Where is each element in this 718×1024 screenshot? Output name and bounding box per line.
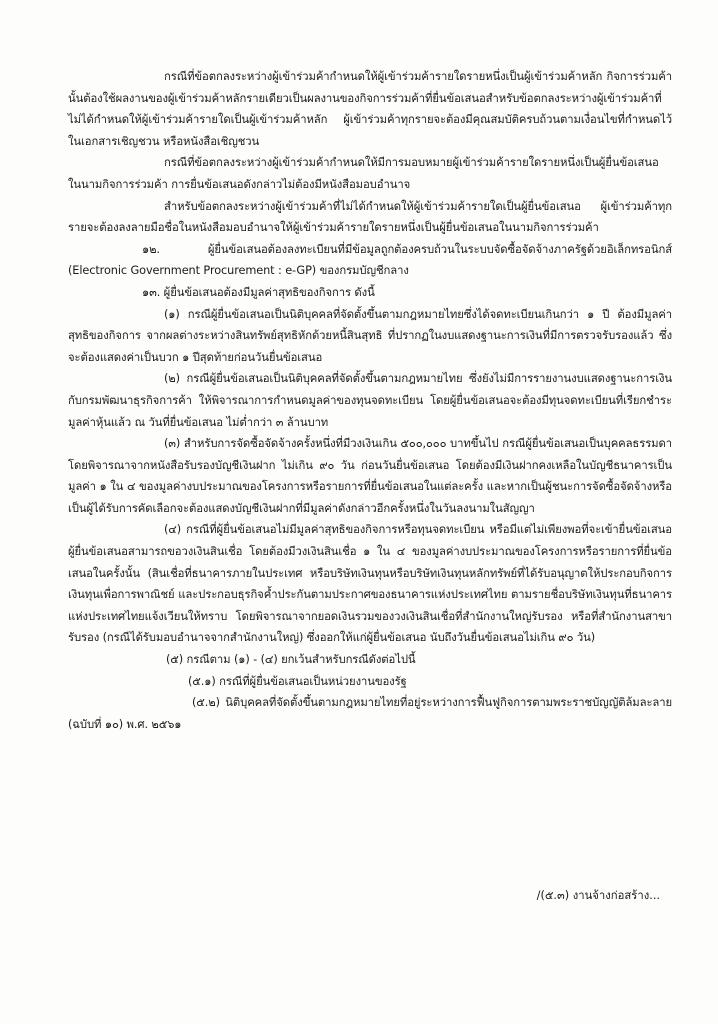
clause-13-net-worth: ๑๓. ผู้ยื่นข้อเสนอต้องมีมูลค่าสุทธิของกิจการ ดังนี้ (142, 285, 375, 299)
paragraph-designated-bidder: กรณีที่ข้อตกลงระหว่างผู้เข้าร่วมค้ากำหนดให้มีการมอบหมายผู้เข้าร่วมค้ารายใดรายหนึ่งเป็นผู้ยื่นข้อเสนอ ในนามกิจการร่วมค้า การยื่นข้อเสนอดังกล่าวไม่ต้องมีหนังสือมอบอำนาจ (68, 156, 659, 191)
item-5-exceptions: (๕) กรณีตาม (๑) - (๔) ยกเว้นสำหรับกรณีดังต่อไปนี้ (166, 653, 416, 667)
paragraph-power-of-attorney: สำหรับข้อตกลงระหว่างผู้เข้าร่วมค้าที่ไม่ได้กำหนดให้ผู้เข้าร่วมค้ารายใดเป็นผู้ยื่นข้อเสนอ ผู้เข้าร่วมค้าทุกรายจะต้องลงลายมือชื่อในหนังสือมอบอำนาจให้ผู้เข้าร่วมค้ารายใดรายหนึ่งเป็นผู้ยื่นข้อเสนอในนามกิจการร่วมค้า (68, 199, 672, 235)
item-5-2-rehabilitation: (๕.๒) นิติบุคคลที่จัดตั้งขึ้นตามกฎหมายไทยที่อยู่ระหว่างการฟื้นฟูกิจการตามพระราชบัญญัติล้มละลาย (ฉบับที่ ๑๐) พ.ศ. ๒๕๖๑ (68, 696, 672, 731)
item-5-1-government-agency: (๕.๑) กรณีที่ผู้ยื่นข้อเสนอเป็นหน่วยงานของรัฐ (188, 674, 407, 688)
item-4-credit-line: (๔) กรณีที่ผู้ยื่นข้อเสนอไม่มีมูลค่าสุทธิของกิจการหรือทุนจดทะเบียน หรือมีแต่ไม่เพียงพอที่จะเข้ายื่นข้อเสนอ ผู้ยื่นข้อเสนอสามารถขอวงเงินสินเชื่อ โดยต้องมีวงเงินสินเชื่อ ๑ ใน ๔ ของมูลค่างบประมาณของโครงการหรือรายการที่ยื่นข้อเสนอในครั้งนั้น (สินเชื่อที่ธนาคารภายในประเทศ หรือบริษัทเงินทุนหรือบริษัทเงินทุนหลักทรัพย์ที่ได้รับอนุญาตให้ประกอบกิจการเงินทุนเพื่อการพาณิชย์ และประกอบธุรกิจค้ำประกันตามประกาศของธนาคารแห่งประเทศไทย ตามรายชื่อบริษัทเงินทุนที่ธนาคารแห่งประเทศไทยแจ้งเวียนให้ทราบ โดยพิจารณาจากยอดเงินรวมของวงเงินสินเชื่อที่สำนักงานใหญ่รับรอง หรือที่สำนักงานสาขารับรอง (กรณีได้รับมอบอำนาจจากสำนักงานใหญ่) ซึ่งออกให้แก่ผู้ยื่นข้อเสนอ นับถึงวันยื่นข้อเสนอไม่เกิน ๙๐ วัน) (68, 523, 672, 645)
item-3-individual-deposit: (๓) สำหรับการจัดซื้อจัดจ้างครั้งหนึ่งที่มีวงเงินเกิน ๕๐๐,๐๐๐ บาทขึ้นไป กรณีผู้ยื่นข้อเสนอเป็นบุคคลธรรมดา โดยพิจารณาจากหนังสือรับรองบัญชีเงินฝาก ไม่เกิน ๙๐ วัน ก่อนวันยื่นข้อเสนอ โดยต้องมีเงินฝากคงเหลือในบัญชีธนาคารเป็นมูลค่า ๑ ใน ๔ ของมูลค่างบประมาณของโครงการหรือรายการที่ยื่นข้อเสนอในแต่ละครั้ง และหากเป็นผู้ชนะการจัดซื้อจัดจ้างหรือเป็นผู้ได้รับการคัดเลือกจะต้องแสดงบัญชีเงินฝากที่มีมูลค่าดังกล่าวอีกครั้งหนึ่งในวันลงนามในสัญญา (68, 437, 672, 515)
paragraph-lead-partner: กรณีที่ข้อตกลงระหว่างผู้เข้าร่วมค้ากำหนดให้ผู้เข้าร่วมค้ารายใดรายหนึ่งเป็นผู้เข้าร่วมค้าหลัก กิจการร่วมค้านั้นต้องใช้ผลงานของผู้เข้าร่วมค้าหลักรายเดียวเป็นผลงานของกิจการร่วมค้าที่ยื่นข้อเสนอสำหรับข้อตกลงระหว่างผู้เข้าร่วมค้าที่ไม่ได้กำหนดให้ผู้เข้าร่วมค้ารายใดเป็นผู้เข้าร่วมค้าหลัก ผู้เข้าร่วมค้าทุกรายจะต้องมีคุณสมบัติครบถ้วนตามเงื่อนไขที่กำหนดไว้ในเอกสารเชิญชวน หรือหนังสือเชิญชวน (68, 70, 672, 148)
clause-12-egp-registration: ๑๒. ผู้ยื่นข้อเสนอต้องลงทะเบียนที่มีข้อมูลถูกต้องครบถ้วนในระบบจัดซื้อจัดจ้างภาครัฐด้วยอิเล็กทรอนิกส์ (Electronic Government Procurement : e-GP) ของกรมบัญชีกลาง (68, 242, 672, 278)
item-1-registered-over-one-year: (๑) กรณีผู้ยื่นข้อเสนอเป็นนิติบุคคลที่จัดตั้งขึ้นตามกฎหมายไทยซึ่งได้จดทะเบียนเกินกว่า ๑ ปี ต้องมีมูลค่าสุทธิของกิจการ จากผลต่างระหว่างสินทรัพย์สุทธิหักด้วยหนี้สินสุทธิ ที่ปรากฏในงบแสดงฐานะการเงินที่มีการตรวจรับรองแล้ว ซึ่งจะต้องแสดงค่าเป็นบวก ๑ ปีสุดท้ายก่อนวันยื่นข้อเสนอ (68, 307, 672, 364)
document-body (68, 66, 672, 735)
continuation-note: /(๕.๓) งานจ้างก่อสร้าง... (536, 889, 660, 902)
item-2-registered-capital: (๒) กรณีผู้ยื่นข้อเสนอเป็นนิติบุคคลที่จัดตั้งขึ้นตามกฎหมายไทย ซึ่งยังไม่มีการรายงานงบแสดงฐานะการเงินกับกรมพัฒนาธุรกิจการค้า ให้พิจารณาการกำหนดมูลค่าของทุนจดทะเบียน โดยผู้ยื่นข้อเสนอจะต้องมีทุนจดทะเบียนที่เรียกชำระมูลค่าหุ้นแล้ว ณ วันที่ยื่นข้อเสนอ ไม่ต่ำกว่า ๓ ล้านบาท (68, 372, 672, 429)
